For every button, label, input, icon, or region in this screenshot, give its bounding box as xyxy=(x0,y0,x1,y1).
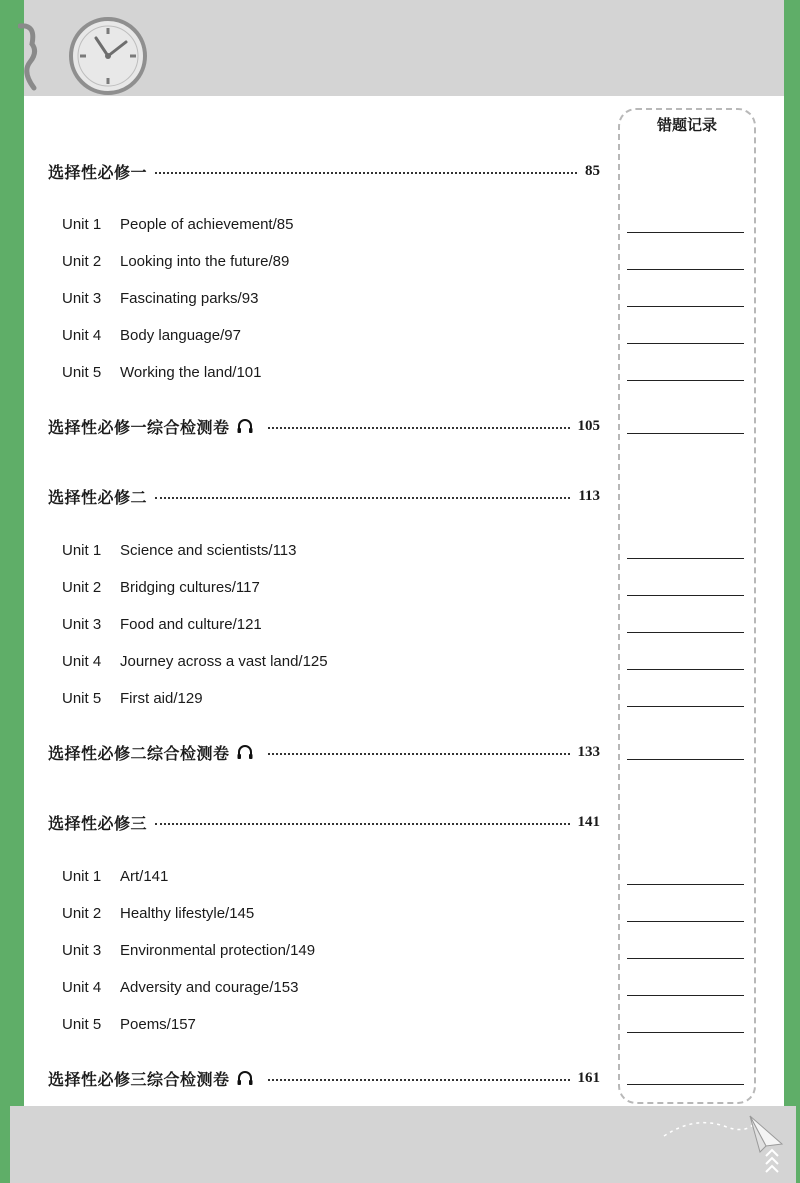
page-number: 133 xyxy=(577,743,600,760)
footer-band xyxy=(10,1106,796,1183)
section-heading[interactable] xyxy=(48,160,600,182)
unit-entry[interactable] xyxy=(62,1014,196,1034)
headphones-icon xyxy=(236,418,254,434)
section-title: 选择性必修二 xyxy=(48,487,148,507)
unit-entry[interactable] xyxy=(62,251,289,271)
unit-number: Unit 2 xyxy=(62,904,102,922)
dot-leader xyxy=(268,1079,570,1081)
section-heading[interactable] xyxy=(48,811,600,833)
unit-number: Unit 2 xyxy=(62,252,102,270)
unit-title: Environmental protection/149 xyxy=(120,941,316,959)
unit-number: Unit 3 xyxy=(62,289,102,307)
unit-entry[interactable] xyxy=(62,688,203,708)
record-blank-line[interactable] xyxy=(627,1084,744,1085)
unit-title: Body language/97 xyxy=(120,326,241,344)
record-blank-line[interactable] xyxy=(627,232,744,233)
unit-number: Unit 4 xyxy=(62,978,102,996)
page-number: 105 xyxy=(577,417,600,434)
dot-leader xyxy=(268,753,570,755)
unit-entry[interactable] xyxy=(62,362,261,382)
unit-entry[interactable] xyxy=(62,940,315,960)
record-blank-line[interactable] xyxy=(627,558,744,559)
section-title: 选择性必修三 xyxy=(48,813,148,833)
unit-title: Bridging cultures/117 xyxy=(120,578,260,596)
unit-title: Healthy lifestyle/145 xyxy=(120,904,255,922)
page-number: 85 xyxy=(585,162,600,179)
headphones-icon xyxy=(236,1070,254,1086)
unit-number: Unit 1 xyxy=(62,215,102,233)
unit-number: Unit 5 xyxy=(62,363,102,381)
unit-title: Art/141 xyxy=(120,867,169,885)
unit-title: Working the land/101 xyxy=(120,363,262,381)
unit-title: Food and culture/121 xyxy=(120,615,262,633)
unit-title: Fascinating parks/93 xyxy=(120,289,259,307)
unit-title: Journey across a vast land/125 xyxy=(120,652,328,670)
record-blank-line[interactable] xyxy=(627,884,744,885)
unit-title: People of achievement/85 xyxy=(120,215,294,233)
unit-entry[interactable] xyxy=(62,577,260,597)
page-number: 161 xyxy=(577,1069,600,1086)
unit-entry[interactable] xyxy=(62,903,254,923)
dot-leader xyxy=(155,497,570,499)
unit-number: Unit 4 xyxy=(62,326,102,344)
unit-entry[interactable] xyxy=(62,977,298,997)
record-blank-line[interactable] xyxy=(627,269,744,270)
unit-number: Unit 2 xyxy=(62,578,102,596)
unit-number: Unit 4 xyxy=(62,652,102,670)
test-heading[interactable] xyxy=(48,1067,600,1089)
record-blank-line[interactable] xyxy=(627,921,744,922)
test-heading[interactable] xyxy=(48,741,600,763)
unit-title: Poems/157 xyxy=(120,1015,196,1033)
record-blank-line[interactable] xyxy=(627,759,744,760)
figure-decoration-icon xyxy=(18,22,40,92)
record-blank-line[interactable] xyxy=(627,669,744,670)
record-blank-line[interactable] xyxy=(627,306,744,307)
headphones-icon xyxy=(236,744,254,760)
section-title: 选择性必修一 xyxy=(48,162,148,182)
record-blank-line[interactable] xyxy=(627,995,744,996)
page-number: 113 xyxy=(578,487,600,504)
unit-number: Unit 3 xyxy=(62,615,102,633)
record-blank-line[interactable] xyxy=(627,380,744,381)
unit-title: First aid/129 xyxy=(120,689,203,707)
record-blank-line[interactable] xyxy=(627,595,744,596)
unit-entry[interactable] xyxy=(62,651,328,671)
unit-title: Adversity and courage/153 xyxy=(120,978,299,996)
header-band xyxy=(24,0,784,96)
paper-plane-icon xyxy=(654,1106,784,1183)
unit-title: Science and scientists/113 xyxy=(120,541,297,559)
record-blank-line[interactable] xyxy=(627,343,744,344)
test-title: 选择性必修二综合检测卷 xyxy=(48,743,230,763)
unit-title: Looking into the future/89 xyxy=(120,252,290,270)
mistake-record-title: 错题记录 xyxy=(656,116,717,134)
unit-number: Unit 1 xyxy=(62,867,102,885)
unit-entry[interactable] xyxy=(62,214,293,234)
unit-entry[interactable] xyxy=(62,866,168,886)
dot-leader xyxy=(155,172,577,174)
dot-leader xyxy=(268,427,570,429)
unit-entry[interactable] xyxy=(62,325,241,345)
toc-page xyxy=(24,0,784,1183)
record-blank-line[interactable] xyxy=(627,433,744,434)
unit-entry[interactable] xyxy=(62,614,262,634)
test-heading[interactable] xyxy=(48,415,600,437)
unit-number: Unit 5 xyxy=(62,689,102,707)
record-blank-line[interactable] xyxy=(627,958,744,959)
record-blank-line[interactable] xyxy=(627,706,744,707)
mistake-record-column xyxy=(618,108,756,1104)
unit-entry[interactable] xyxy=(62,288,258,308)
unit-number: Unit 3 xyxy=(62,941,102,959)
dot-leader xyxy=(155,823,569,825)
record-blank-line[interactable] xyxy=(627,632,744,633)
record-blank-line[interactable] xyxy=(627,1032,744,1033)
test-title: 选择性必修三综合检测卷 xyxy=(48,1069,230,1089)
test-title: 选择性必修一综合检测卷 xyxy=(48,417,230,437)
unit-number: Unit 5 xyxy=(62,1015,102,1033)
unit-entry[interactable] xyxy=(62,540,297,560)
clock-icon xyxy=(68,16,148,96)
page-number: 141 xyxy=(577,813,600,830)
section-heading[interactable] xyxy=(48,485,600,507)
unit-number: Unit 1 xyxy=(62,541,102,559)
